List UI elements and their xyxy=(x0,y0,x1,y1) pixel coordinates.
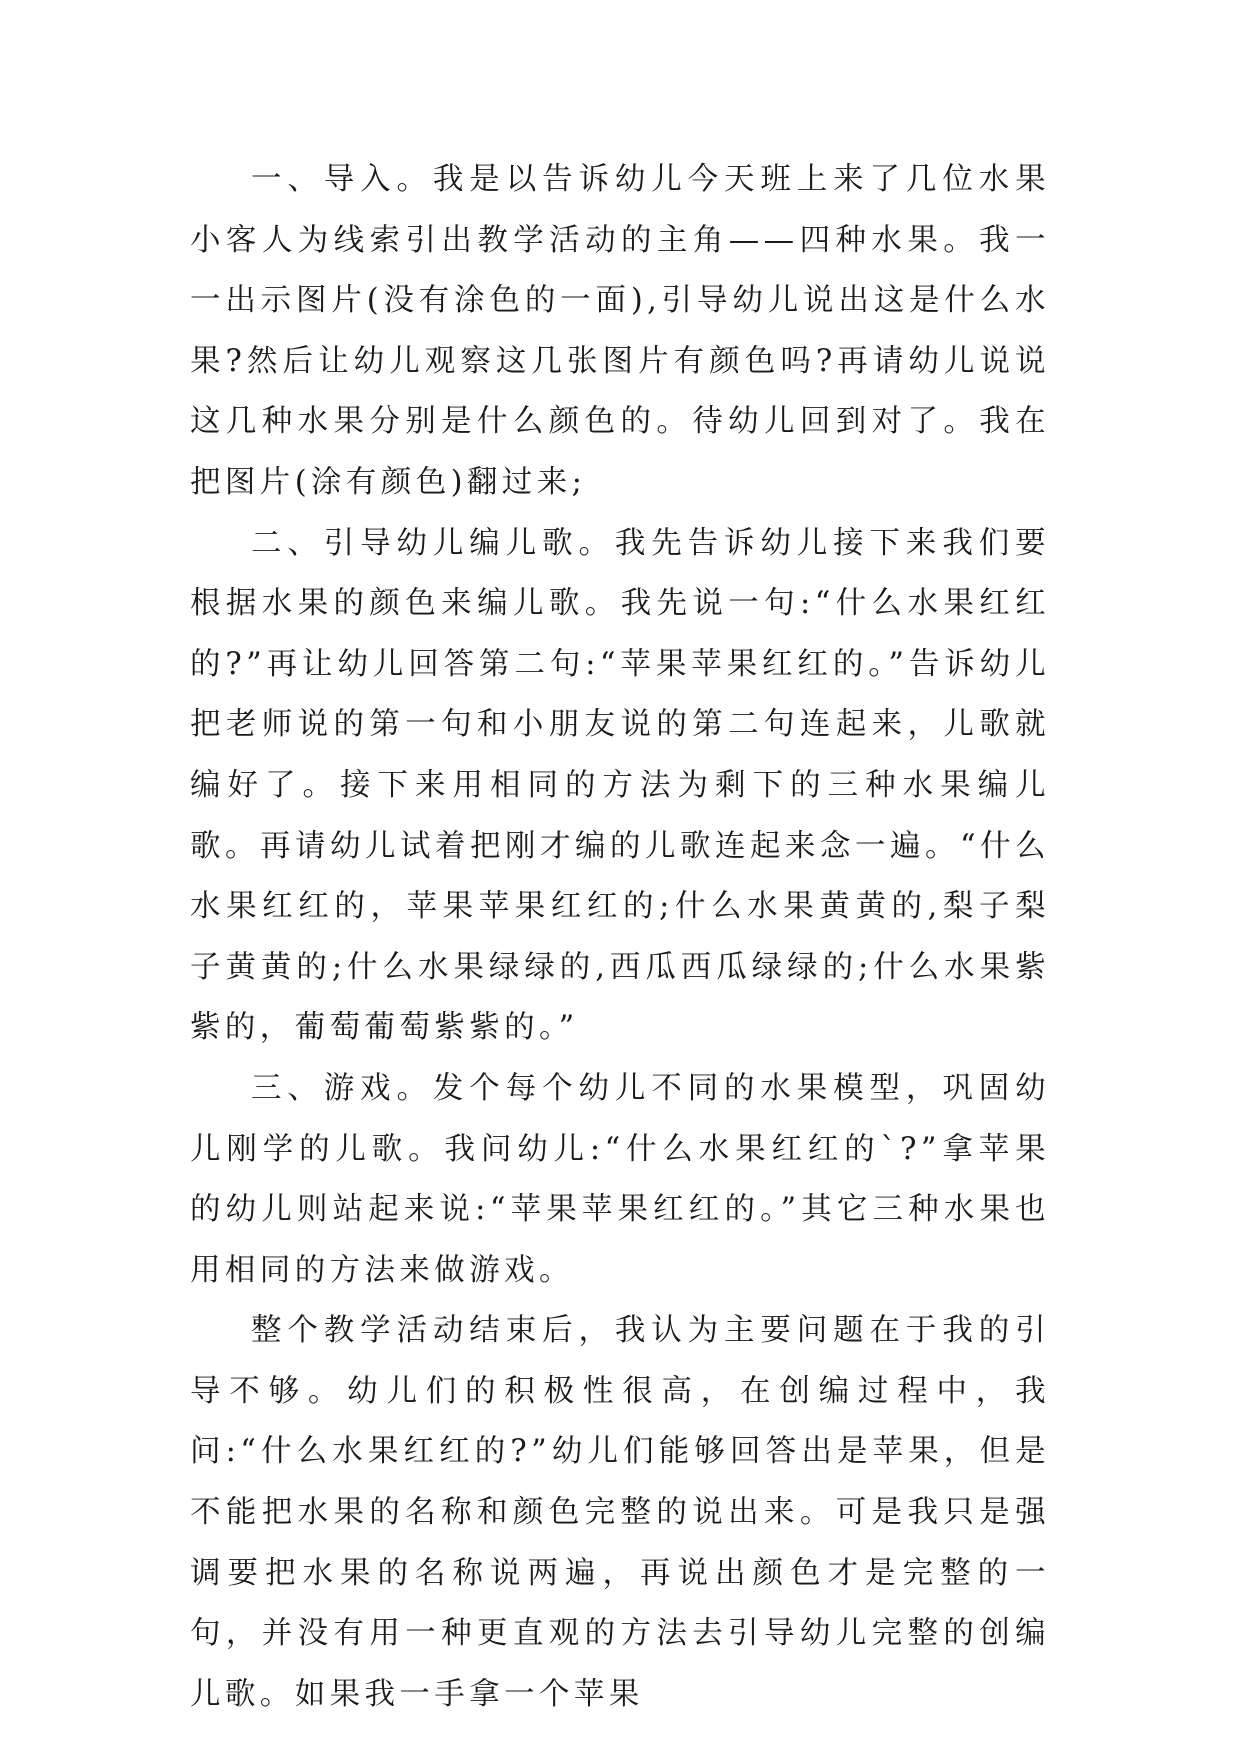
paragraph-introduction: 一、导入。我是以告诉幼儿今天班上来了几位水果小客人为线索引出教学活动的主角——四种水果。我一一出示图片(没有涂色的一面),引导幼儿说出这是什么水果?然后让幼儿观察这几张图片有颜色吗?再请幼儿说说这几种水果分别是什么颜色的。待幼儿回到对了。我在把图片(涂有颜色)翻过来; xyxy=(190,162,1050,500)
paragraph-game: 三、游戏。发个每个幼儿不同的水果模型，巩固幼儿刚学的儿歌。我问幼儿:“什么水果红红的`?”拿苹果的幼儿则站起来说:“苹果苹果红红的。”其它三种水果也用相同的方法来做游戏。 xyxy=(190,1070,1050,1288)
paragraph-reflection: 整个教学活动结束后，我认为主要问题在于我的引导不够。幼儿们的积极性很高，在创编过程中，我问:“什么水果红红的?”幼儿们能够回答出是苹果，但是不能把水果的名称和颜色完整的说出来。可是我只是强调要把水果的名称说两遍，再说出颜色才是完整的一句，并没有用一种更直观的方法去引导幼儿完整的创编儿歌。如果我一手拿一个苹果 xyxy=(190,1313,1050,1712)
paragraph-compose-rhyme: 二、引导幼儿编儿歌。我先告诉幼儿接下来我们要根据水果的颜色来编儿歌。我先说一句:“什么水果红红的?”再让幼儿回答第二句:“苹果苹果红红的。”告诉幼儿把老师说的第一句和小朋友说的第二句连起来，儿歌就编好了。接下来用相同的方法为剩下的三种水果编儿歌。再请幼儿试着把刚才编的儿歌连起来念一遍。“什么水果红红的，苹果苹果红红的;什么水果黄黄的,梨子梨子黄黄的;什么水果绿绿的,西瓜西瓜绿绿的;什么水果紫紫的，葡萄葡萄紫紫的。” xyxy=(190,525,1050,1046)
document-body xyxy=(190,150,1050,1725)
